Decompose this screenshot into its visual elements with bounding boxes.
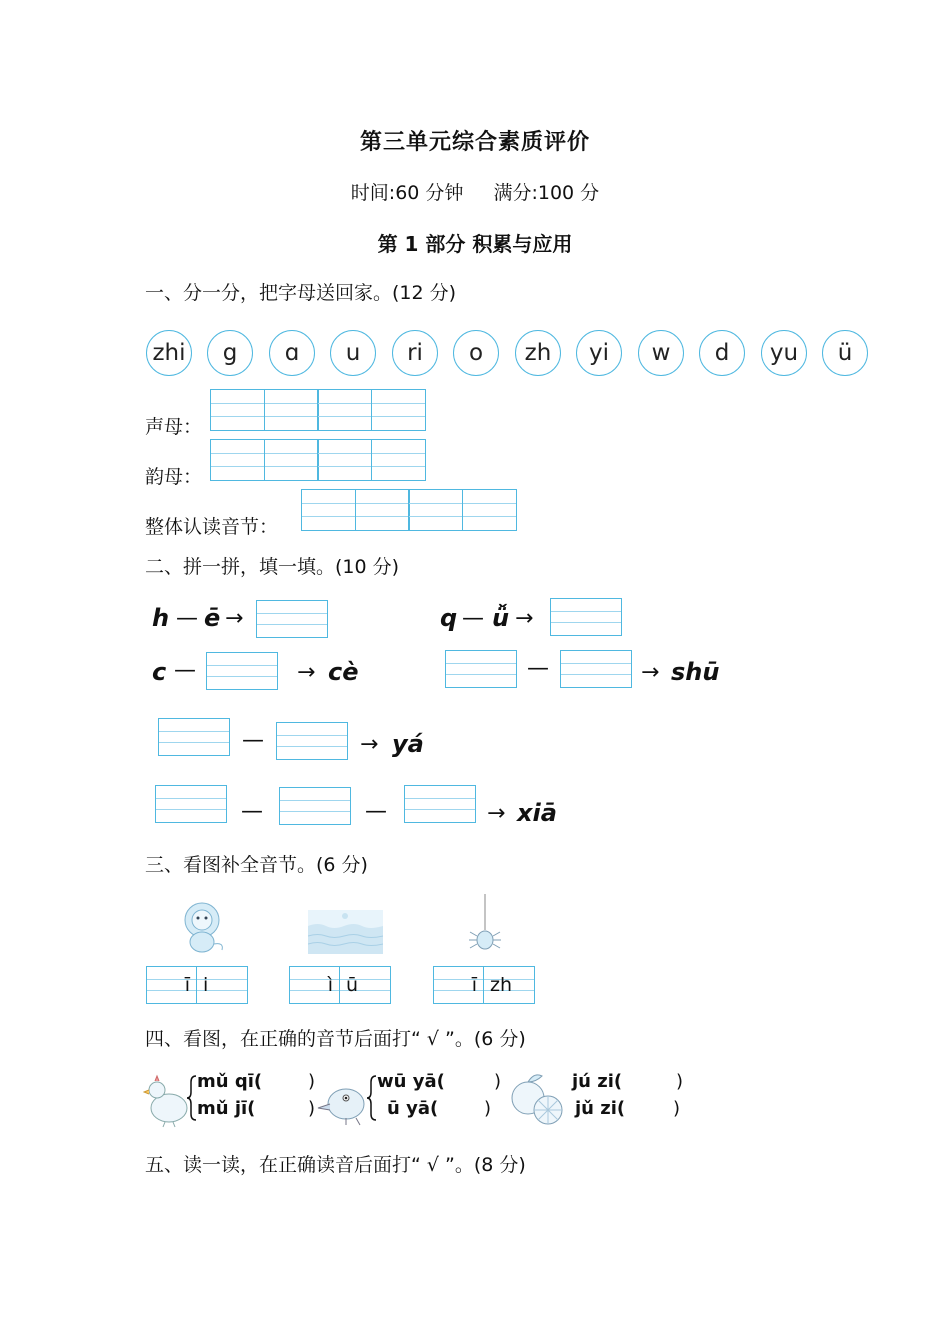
spider-picture-icon	[468, 894, 502, 956]
arrow-icon: →	[487, 801, 506, 826]
letter-circle: zh	[515, 330, 561, 376]
pinyin-initial: q	[440, 604, 458, 632]
spell-row-2	[440, 598, 640, 640]
exam-score: 满分:100 分	[493, 182, 600, 204]
writing-cell[interactable]	[371, 439, 426, 481]
orange-picture-icon	[506, 1070, 568, 1128]
answer-box[interactable]	[560, 650, 632, 688]
q2-title: 二、拼一拼，填一填。(10 分)	[145, 556, 400, 578]
option-text: wū yā(	[377, 1071, 445, 1092]
dash: —	[241, 799, 263, 824]
writing-cell[interactable]	[317, 439, 372, 481]
q1-title: 一、分一分，把字母送回家。(12 分)	[145, 282, 457, 304]
letter-circle: zhi	[146, 330, 192, 376]
syllable-box[interactable]	[289, 966, 391, 1004]
spell-row-1	[152, 600, 352, 642]
answer-paren[interactable]: )	[494, 1071, 502, 1092]
writing-cell[interactable]	[264, 389, 319, 431]
hen-picture-icon	[143, 1072, 191, 1128]
answer-paren[interactable]: )	[676, 1071, 684, 1092]
answer-paren[interactable]: )	[308, 1071, 316, 1092]
syllable-cell[interactable]: i	[203, 974, 209, 996]
answer-box[interactable]	[276, 722, 348, 760]
letter-circle: yi	[576, 330, 622, 376]
syllable-cell[interactable]: ī	[434, 967, 484, 1003]
syllable-cell[interactable]: ī	[147, 967, 197, 1003]
writing-cell[interactable]	[301, 489, 356, 531]
q4-title: 四、看图，在正确的音节后面打“ √ ”。(6 分)	[145, 1028, 526, 1050]
letter-circle: u	[330, 330, 376, 376]
arrow-icon: →	[225, 606, 244, 631]
syllable-cell[interactable]: ū	[346, 974, 359, 996]
answer-box[interactable]	[158, 718, 230, 756]
lion-picture-icon	[178, 900, 228, 954]
syllable-cell[interactable]: ì	[290, 967, 340, 1003]
pinyin-final: ē	[204, 604, 221, 632]
letter-circle: o	[453, 330, 499, 376]
writing-cell[interactable]	[210, 439, 265, 481]
page-title: 第三单元综合素质评价	[359, 130, 590, 155]
pinyin-result: yá	[392, 730, 424, 758]
pinyin-result: cè	[328, 658, 359, 686]
answer-box[interactable]	[256, 600, 328, 638]
option-text: ū yā(	[387, 1098, 439, 1119]
pinyin-final: ǚ	[492, 604, 510, 632]
answer-box[interactable]	[279, 787, 351, 825]
zhengti-grid[interactable]	[301, 489, 517, 531]
writing-cell[interactable]	[462, 489, 517, 531]
exam-time: 时间:60 分钟	[350, 182, 464, 204]
spell-row-3	[152, 652, 372, 694]
option-text: mǔ qī(	[197, 1071, 263, 1092]
shengmu-grid[interactable]	[210, 389, 426, 431]
answer-paren[interactable]: )	[673, 1098, 681, 1119]
yunmu-grid[interactable]	[210, 439, 426, 481]
writing-cell[interactable]	[408, 489, 463, 531]
dash: —	[174, 658, 196, 683]
letter-circle: w	[638, 330, 684, 376]
arrow-icon: →	[297, 660, 316, 685]
answer-box[interactable]	[206, 652, 278, 690]
syllable-box[interactable]	[433, 966, 535, 1004]
row-label-zhengti: 整体认读音节：	[145, 516, 279, 538]
row-label-shengmu: 声母：	[145, 416, 203, 438]
dash: —	[176, 606, 198, 631]
pinyin-result: shū	[671, 658, 720, 686]
q5-title: 五、读一读，在正确读音后面打“ √ ”。(8 分)	[145, 1154, 526, 1176]
answer-box[interactable]	[445, 650, 517, 688]
writing-cell[interactable]	[317, 389, 372, 431]
exam-meta	[0, 178, 950, 205]
syllable-box[interactable]	[146, 966, 248, 1004]
letter-circle: ri	[392, 330, 438, 376]
option-text: jú zi(	[572, 1071, 623, 1092]
writing-cell[interactable]	[355, 489, 410, 531]
spell-row-6	[155, 785, 575, 827]
answer-paren[interactable]: )	[484, 1098, 492, 1119]
answer-box[interactable]	[404, 785, 476, 823]
letter-circle: yu	[761, 330, 807, 376]
option-text: jǔ zi(	[575, 1098, 626, 1119]
arrow-icon: →	[360, 732, 379, 757]
letter-circle: d	[699, 330, 745, 376]
syllable-cell[interactable]: zh	[490, 974, 513, 996]
answer-paren[interactable]: )	[308, 1098, 316, 1119]
sea-picture-icon	[308, 910, 383, 954]
dash: —	[527, 656, 549, 681]
arrow-icon: →	[515, 606, 534, 631]
option-text: mǔ jī(	[197, 1098, 256, 1119]
pinyin-initial: c	[152, 658, 167, 686]
writing-cell[interactable]	[371, 389, 426, 431]
answer-box[interactable]	[155, 785, 227, 823]
q3-title: 三、看图补全音节。(6 分)	[145, 854, 368, 876]
letter-circle: ü	[822, 330, 868, 376]
writing-cell[interactable]	[210, 389, 265, 431]
pinyin-result: xiā	[517, 799, 557, 827]
spell-row-4	[445, 650, 745, 692]
row-label-yunmu: 韵母：	[145, 466, 203, 488]
answer-box[interactable]	[550, 598, 622, 636]
writing-cell[interactable]	[264, 439, 319, 481]
dash: —	[365, 799, 387, 824]
spell-row-5	[158, 718, 458, 760]
letter-circle: ɑ	[269, 330, 315, 376]
letter-circle: g	[207, 330, 253, 376]
crow-picture-icon	[316, 1074, 370, 1126]
part-heading: 第 1 部分 积累与应用	[377, 232, 573, 256]
pinyin-initial: h	[152, 604, 170, 632]
arrow-icon: →	[641, 660, 660, 685]
dash: —	[462, 606, 484, 631]
dash: —	[242, 728, 264, 753]
